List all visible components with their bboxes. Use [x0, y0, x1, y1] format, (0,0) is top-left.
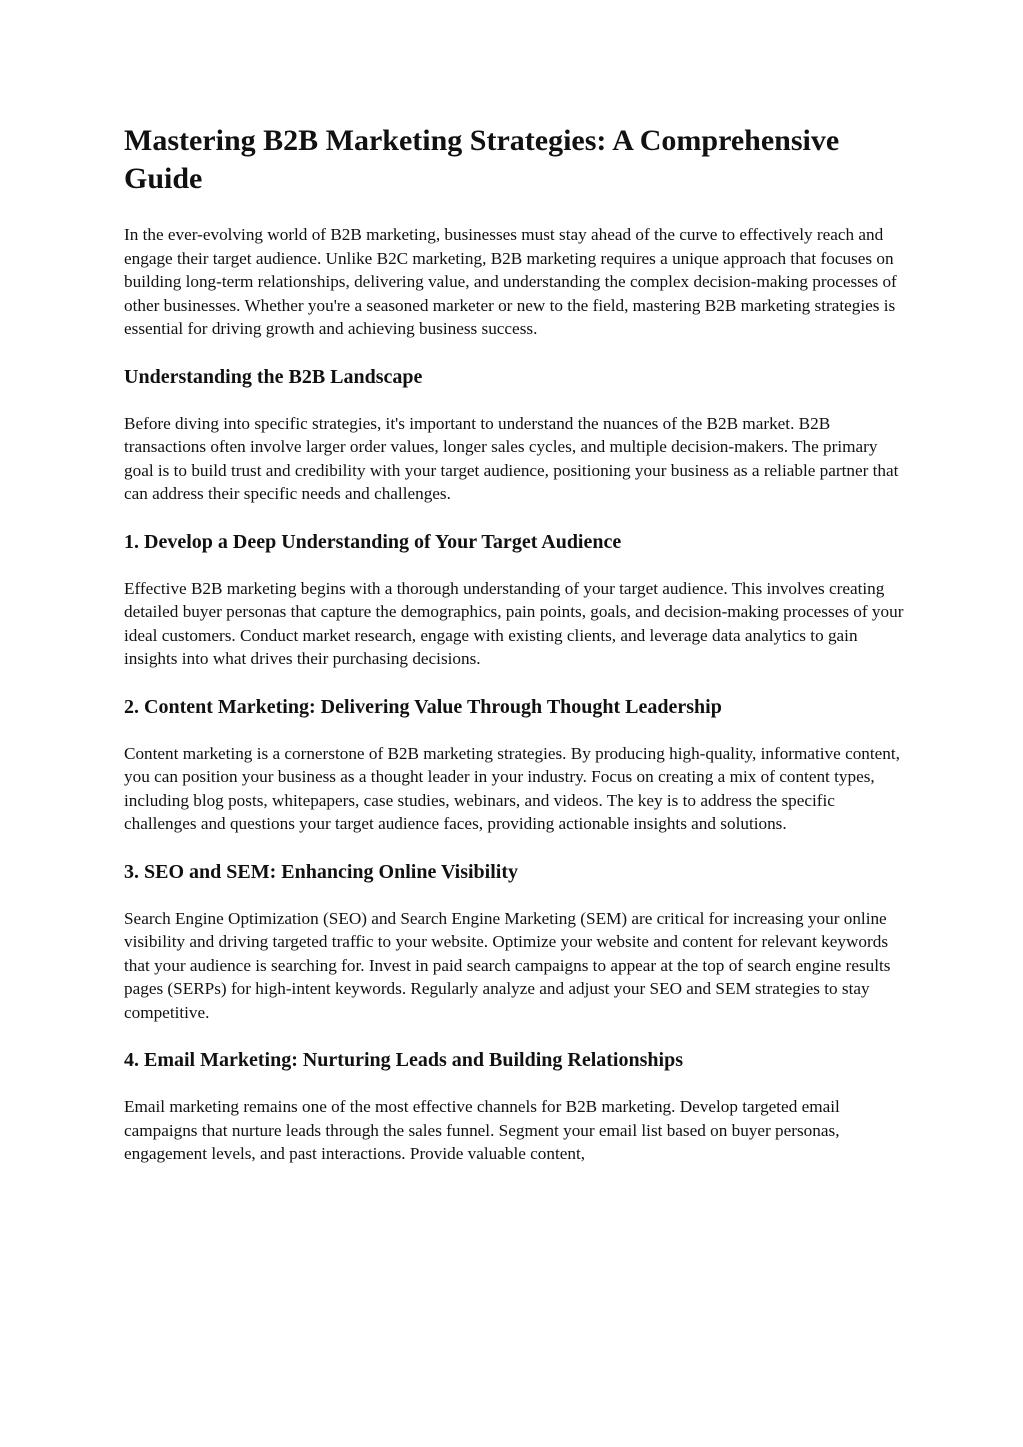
- section-heading-b2b-landscape: Understanding the B2B Landscape: [124, 365, 423, 388]
- section-body-content-marketing: Content marketing is a cornerstone of B2B marketing strategies. By producing high-quality, informative content, you can position your business as a thought leader in your industry. Focus on creating a mix of content types, including blog posts, whitepapers, case studies, webinars, and videos. The key is to address the specific challenges and questions your target audience faces, providing actionable insights and solutions.: [124, 743, 900, 833]
- section-body-b2b-landscape: Before diving into specific strategies, it's important to understand the nuances of the B2B market. B2B transactions often involve larger order values, longer sales cycles, and multiple decision-makers. The primary goal is to build trust and credibility with your target audience, positioning your business as a reliable partner that can address their specific needs and challenges.: [124, 413, 899, 503]
- section-heading-target-audience: 1. Develop a Deep Understanding of Your Target Audience: [124, 530, 622, 553]
- section-heading-email-marketing: 4. Email Marketing: Nurturing Leads and Building Relationships: [124, 1049, 683, 1071]
- section-heading-seo-sem: 3. SEO and SEM: Enhancing Online Visibility: [124, 860, 519, 883]
- document-page: [124, 122, 904, 1189]
- document-title: Mastering B2B Marketing Strategies: A Comprehensive Guide: [124, 124, 840, 195]
- intro-paragraph: In the ever-evolving world of B2B marketing, businesses must stay ahead of the curve to effectively reach and engage their target audience. Unlike B2C marketing, B2B marketing requires a unique approach that focuses on building long-term relationships, delivering value, and understanding the complex decision-making processes of other businesses. Whether you're a seasoned marketer or new to the field, mastering B2B marketing strategies is essential for driving growth and achieving business success.: [124, 225, 897, 338]
- section-heading-content-marketing: 2. Content Marketing: Delivering Value Through Thought Leadership: [124, 695, 722, 718]
- section-body-email-marketing: Email marketing remains one of the most effective channels for B2B marketing. Develop targeted email campaigns that nurture leads through the sales funnel. Segment your email list based on buyer personas, engagement levels, and past interactions. Provide valuable content,: [124, 1097, 840, 1163]
- section-body-target-audience: Effective B2B marketing begins with a thorough understanding of your target audience. This involves creating detailed buyer personas that capture the demographics, pain points, goals, and decision-making processes of your ideal customers. Conduct market research, engage with existing clients, and leverage data analytics to gain insights into what drives their purchasing decisions.: [124, 578, 904, 668]
- section-body-seo-sem: Search Engine Optimization (SEO) and Search Engine Marketing (SEM) are critical for increasing your online visibility and driving targeted traffic to your website. Optimize your website and content for relevant keywords that your audience is searching for. Invest in paid search campaigns to appear at the top of search engine results pages (SERPs) for high-intent keywords. Regularly analyze and adjust your SEO and SEM strategies to stay competitive.: [124, 908, 891, 1022]
